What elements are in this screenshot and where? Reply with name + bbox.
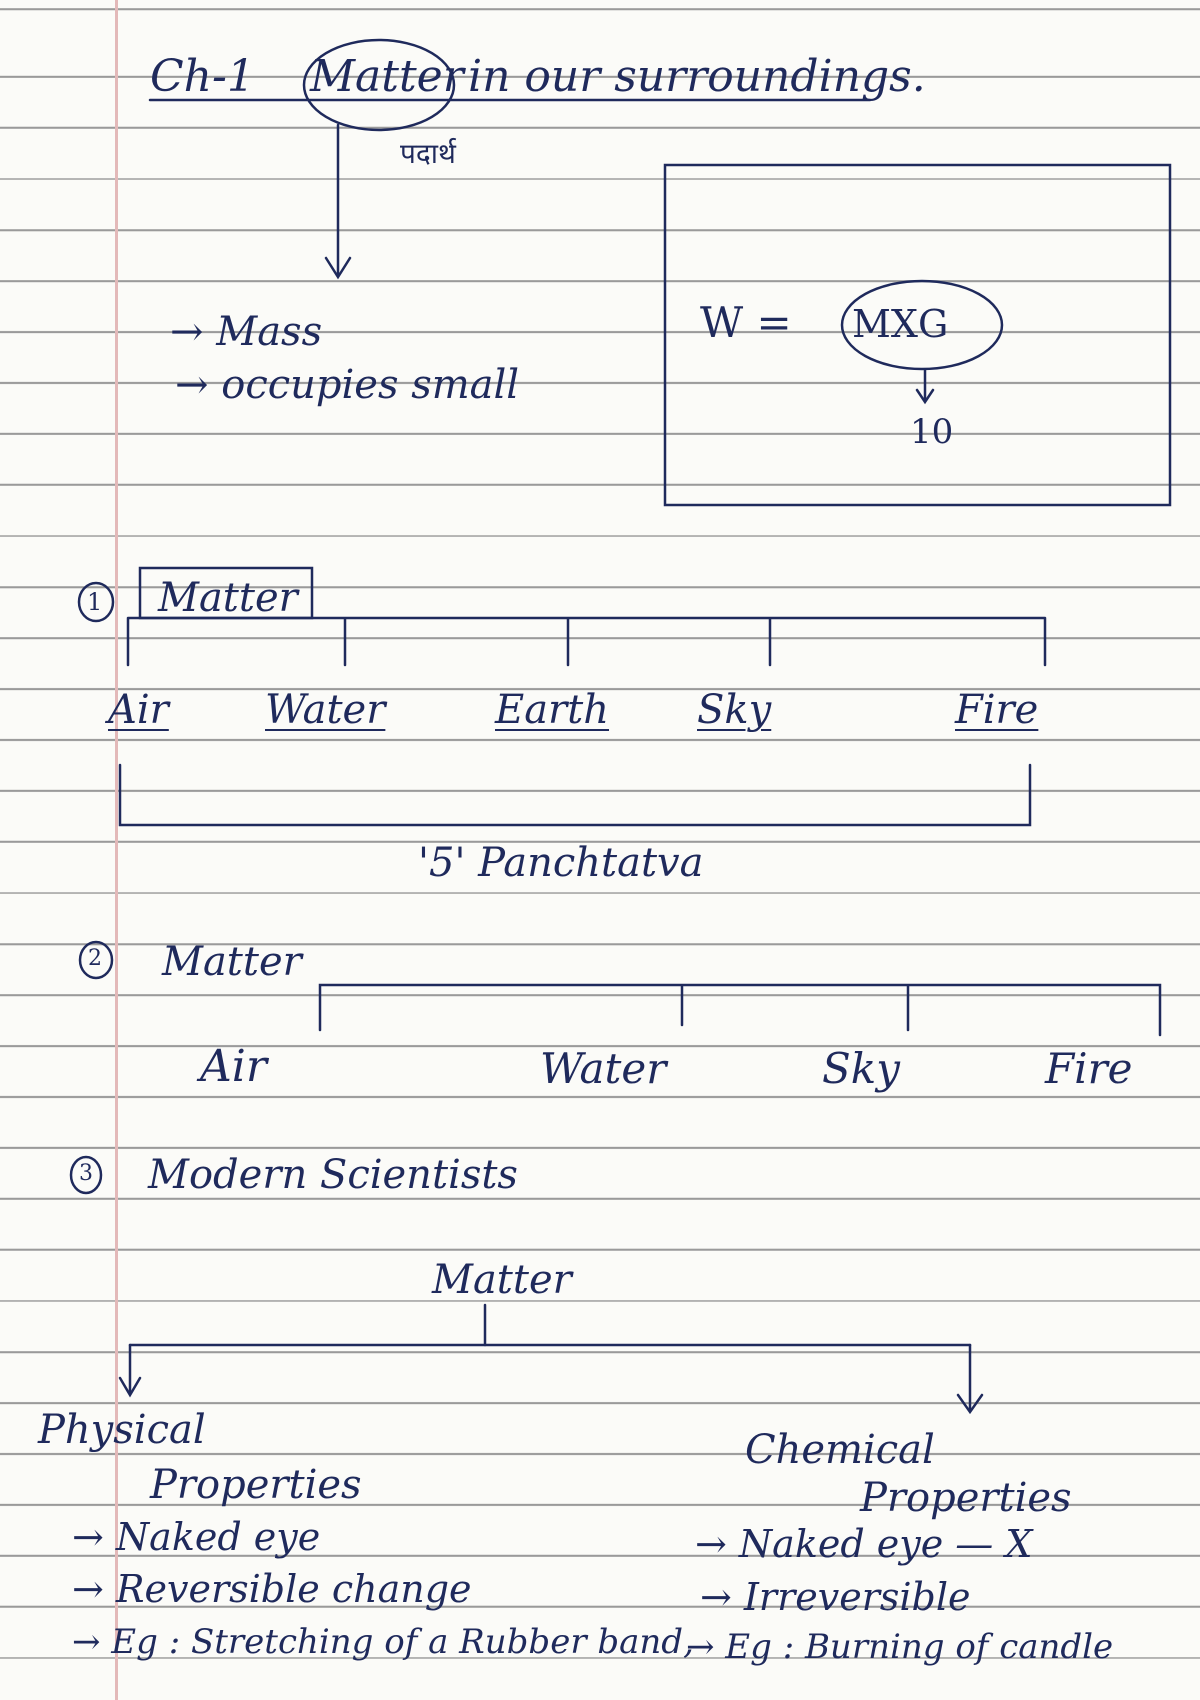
section2-number: 2 bbox=[88, 946, 102, 971]
section3-heading: Modern Scientists bbox=[148, 1152, 518, 1198]
section1-heading: Matter bbox=[158, 575, 298, 621]
chemical-point-3: → Eg : Burning of candle bbox=[686, 1627, 1114, 1667]
section1-item-water: Water bbox=[265, 687, 386, 733]
physical-point-2: → Reversible change bbox=[72, 1567, 472, 1611]
section1-item-air: Air bbox=[108, 687, 169, 733]
section2-bracket bbox=[320, 985, 1160, 1035]
section2-item-sky: Sky bbox=[822, 1044, 900, 1093]
formula-below: 10 bbox=[910, 412, 954, 452]
section1-item-fire: Fire bbox=[955, 687, 1039, 733]
section1-bottom-bracket bbox=[120, 765, 1030, 825]
formula-rhs: MXG bbox=[852, 302, 949, 346]
chapter-title: in our surroundings. bbox=[468, 51, 926, 102]
physical-point-1: → Naked eye bbox=[72, 1515, 321, 1559]
section2-item-fire: Fire bbox=[1045, 1044, 1133, 1093]
section1-item-earth: Earth bbox=[495, 687, 610, 733]
section3-number: 3 bbox=[79, 1161, 93, 1186]
chapter-title-matter: Matter bbox=[310, 51, 464, 102]
chemical-subtitle: Properties bbox=[860, 1475, 1072, 1521]
section1-number: 1 bbox=[87, 588, 103, 616]
section3-root: Matter bbox=[432, 1257, 572, 1303]
physical-point-3: → Eg : Stretching of a Rubber band, bbox=[72, 1622, 694, 1662]
section1-item-sky: Sky bbox=[697, 687, 772, 733]
physical-title: Physical bbox=[38, 1407, 206, 1453]
section2-item-air: Air bbox=[200, 1041, 267, 1092]
section1-summary: '5' Panchtatva bbox=[418, 840, 704, 886]
section1-top-bracket bbox=[128, 618, 1045, 665]
note-occupies: → occupies small bbox=[175, 362, 520, 408]
physical-subtitle: Properties bbox=[150, 1462, 362, 1508]
note-mass: → Mass bbox=[170, 309, 323, 355]
section2-heading: Matter bbox=[162, 939, 302, 985]
chemical-point-1: → Naked eye — X bbox=[695, 1522, 1033, 1566]
chapter-prefix: Ch-1 bbox=[150, 51, 255, 102]
section2-item-water: Water bbox=[540, 1044, 667, 1093]
hindi-note: पदार्थ bbox=[400, 137, 456, 170]
chemical-title: Chemical bbox=[745, 1427, 935, 1473]
formula-lhs: W = bbox=[700, 298, 792, 347]
chemical-point-2: → Irreversible bbox=[700, 1575, 971, 1619]
